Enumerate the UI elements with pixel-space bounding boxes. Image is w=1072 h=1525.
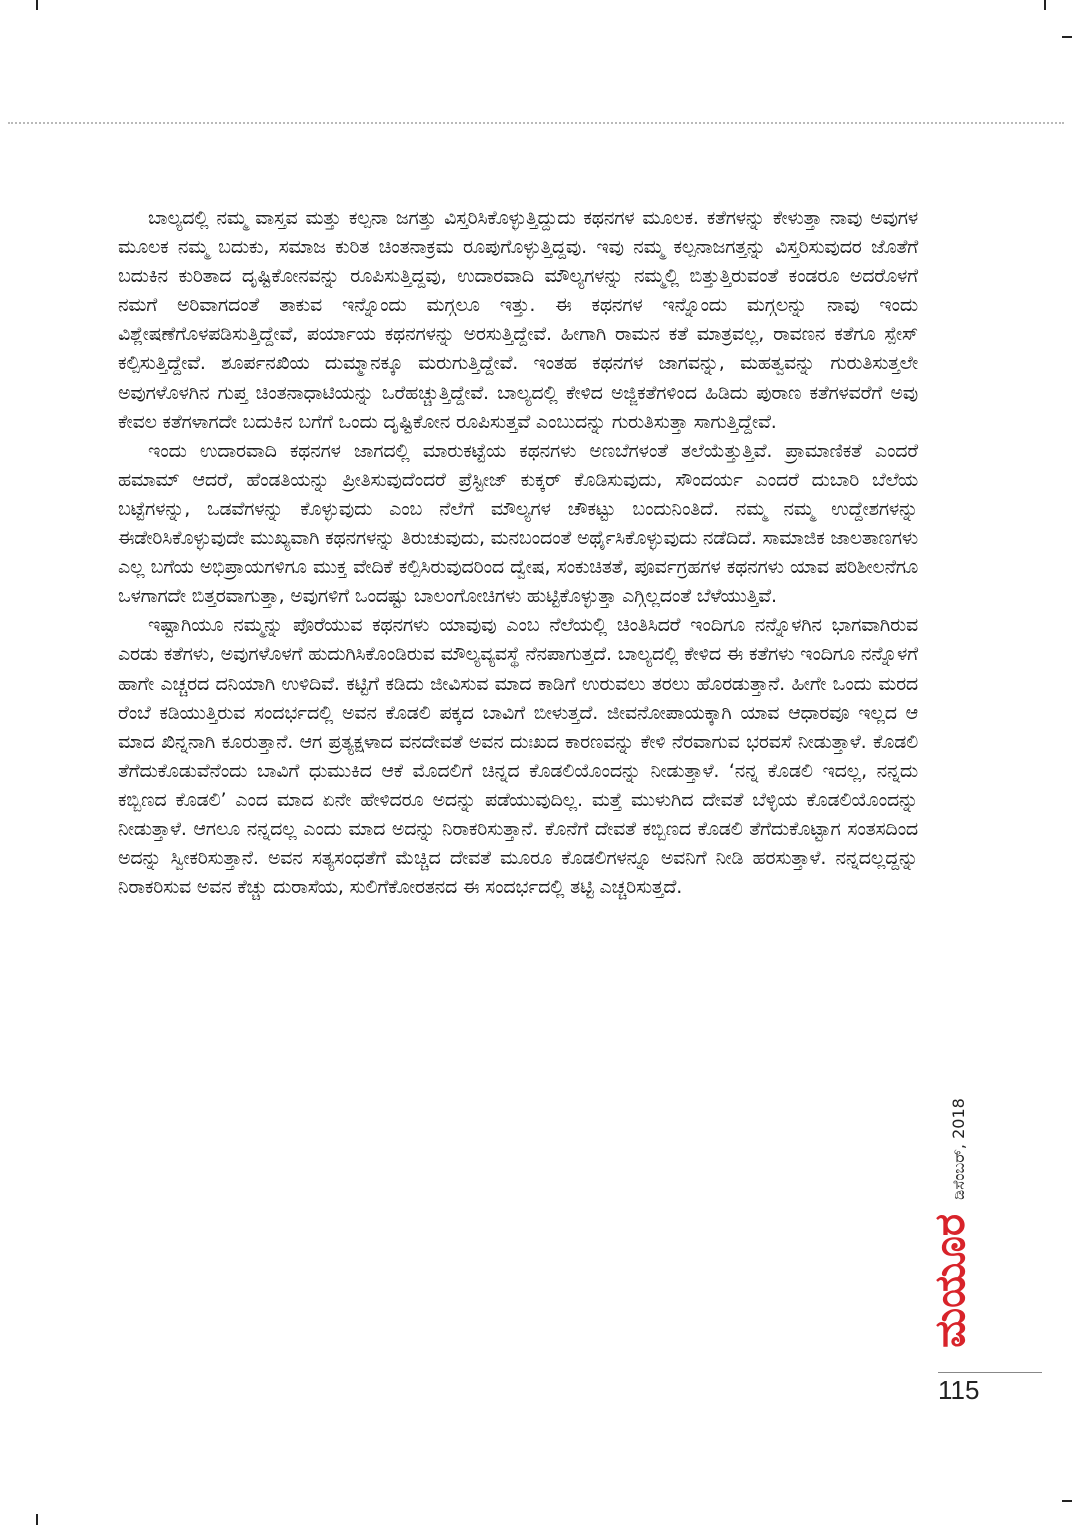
crop-mark-right-top xyxy=(1062,36,1072,38)
side-masthead xyxy=(926,1080,974,1365)
magazine-logo: ಮಯೂರ xyxy=(925,1213,974,1348)
paragraph-3: ಇಷ್ಟಾಗಿಯೂ ನಮ್ಮನ್ನು ಪೊರೆಯುವ ಕಥನಗಳು ಯಾವುವು ಎಂಬ ನೆಲೆಯಲ್ಲಿ ಚಿಂತಿಸಿದರೆ ಇಂದಿಗೂ ನನ್ನೊಳಗಿನ ಭಾಗವಾಗಿರುವ ಎರಡು ಕತೆಗಳು, ಅವುಗಳೊಳಗೆ ಹುದುಗಿಸಿಕೊಂಡಿರುವ ಮೌಲ್ಯವ್ಯವಸ್ಥೆ ನೆನಪಾಗುತ್ತದೆ. ಬಾಲ್ಯದಲ್ಲಿ ಕೇಳಿದ ಈ ಕತೆಗಳು ಇಂದಿಗೂ ನನ್ನೊಳಗೆ ಹಾಗೇ ಎಚ್ಚರದ ದನಿಯಾಗಿ ಉಳಿದಿವೆ. ಕಟ್ಟಿಗೆ ಕಡಿದು ಜೀವಿಸುವ ಮಾದ ಕಾಡಿಗೆ ಉರುವಲು ತರಲು ಹೊರಡುತ್ತಾನೆ. ಹೀಗೇ ಒಂದು ಮರದ ರೆಂಬೆ ಕಡಿಯುತ್ತಿರುವ ಸಂದರ್ಭದಲ್ಲಿ ಅವನ ಕೊಡಲಿ ಪಕ್ಕದ ಬಾವಿಗೆ ಬೀಳುತ್ತದೆ. ಜೀವನೋಪಾಯಕ್ಕಾಗಿ ಯಾವ ಆಧಾರವೂ ಇಲ್ಲದ ಆ ಮಾದ ಖಿನ್ನನಾಗಿ ಕೂರುತ್ತಾನೆ. ಆಗ ಪ್ರತ್ಯಕ್ಷಳಾದ ವನದೇವತೆ ಅವನ ದುಃಖದ ಕಾರಣವನ್ನು ಕೇಳಿ ನೆರವಾಗುವ ಭರವಸೆ ನೀಡುತ್ತಾಳೆ. ಕೊಡಲಿ ತೆಗೆದುಕೊಡುವೆನೆಂದು ಬಾವಿಗೆ ಧುಮುಕಿದ ಆಕೆ ಮೊದಲಿಗೆ ಚಿನ್ನದ ಕೊಡಲಿಯೊಂದನ್ನು ನೀಡುತ್ತಾಳೆ. ‘ನನ್ನ ಕೊಡಲಿ ಇದಲ್ಲ, ನನ್ನದು ಕಬ್ಬಿಣದ ಕೊಡಲಿ’ ಎಂದ ಮಾದ ಏನೇ ಹೇಳಿದರೂ ಅದನ್ನು ಪಡೆಯುವುದಿಲ್ಲ. ಮತ್ತೆ ಮುಳುಗಿದ ದೇವತೆ ಬೆಳ್ಳಿಯ ಕೊಡಲಿಯೊಂದನ್ನು ನೀಡುತ್ತಾಳೆ. ಆಗಲೂ ನನ್ನದಲ್ಲ ಎಂದು ಮಾದ ಅದನ್ನು ನಿರಾಕರಿಸುತ್ತಾನೆ. ಕೊನೆಗೆ ದೇವತೆ ಕಬ್ಬಿಣದ ಕೊಡಲಿ ತೆಗೆದುಕೊಟ್ಟಾಗ ಸಂತಸದಿಂದ ಅದನ್ನು ಸ್ವೀಕರಿಸುತ್ತಾನೆ. ಅವನ ಸತ್ಯಸಂಧತೆಗೆ ಮೆಚ್ಚಿದ ದೇವತೆ ಮೂರೂ ಕೊಡಲಿಗಳನ್ನೂ ಅವನಿಗೆ ನೀಡಿ ಹರಸುತ್ತಾಳೆ. ನನ್ನದಲ್ಲದ್ದನ್ನು ನಿರಾಕರಿಸುವ ಅವನ ಕೆಚ್ಚು ದುರಾಸೆಯ, ಸುಲಿಗೆಕೋರತನದ ಈ ಸಂದರ್ಭದಲ್ಲಿ ತಟ್ಟಿ ಎಚ್ಚರಿಸುತ್ತದೆ. xyxy=(118,614,918,899)
crop-mark-bottom-left xyxy=(36,1514,38,1525)
page-number: 115 xyxy=(938,1372,1042,1406)
paragraph-1: ಬಾಲ್ಯದಲ್ಲಿ ನಮ್ಮ ವಾಸ್ತವ ಮತ್ತು ಕಲ್ಪನಾ ಜಗತ್ತು ವಿಸ್ತರಿಸಿಕೊಳ್ಳುತ್ತಿದ್ದುದು ಕಥನಗಳ ಮೂಲಕ. ಕತೆಗಳನ್ನು ಕೇಳುತ್ತಾ ನಾವು ಅವುಗಳ ಮೂಲಕ ನಮ್ಮ ಬದುಕು, ಸಮಾಜ ಕುರಿತ ಚಿಂತನಾಕ್ರಮ ರೂಪುಗೊಳ್ಳುತ್ತಿದ್ದವು. ಇವು ನಮ್ಮ ಕಲ್ಪನಾಜಗತ್ತನ್ನು ವಿಸ್ತರಿಸುವುದರ ಜೊತೆಗೆ ಬದುಕಿನ ಕುರಿತಾದ ದೃಷ್ಟಿಕೋನವನ್ನು ರೂಪಿಸುತ್ತಿದ್ದವು, ಉದಾರವಾದಿ ಮೌಲ್ಯಗಳನ್ನು ನಮ್ಮಲ್ಲಿ ಬಿತ್ತುತ್ತಿರುವಂತೆ ಕಂಡರೂ ಅದರೊಳಗೆ ನಮಗೆ ಅರಿವಾಗದಂತೆ ತಾಕುವ ಇನ್ನೊಂದು ಮಗ್ಗಲೂ ಇತ್ತು. ಈ ಕಥನಗಳ ಇನ್ನೊಂದು ಮಗ್ಗಲನ್ನು ನಾವು ಇಂದು ವಿಶ್ಲೇಷಣೆಗೊಳಪಡಿಸುತ್ತಿದ್ದೇವೆ, ಪರ್ಯಾಯ ಕಥನಗಳನ್ನು ಅರಸುತ್ತಿದ್ದೇವೆ. ಹೀಗಾಗಿ ರಾಮನ ಕತೆ ಮಾತ್ರವಲ್ಲ, ರಾವಣನ ಕತೆಗೂ ಸ್ಪೇಸ್ ಕಲ್ಪಿಸುತ್ತಿದ್ದೇವೆ. ಶೂರ್ಪನಖಿಯ ದುಮ್ಮಾನಕ್ಕೂ ಮರುಗುತ್ತಿದ್ದೇವೆ. ಇಂತಹ ಕಥನಗಳ ಜಾಗವನ್ನು, ಮಹತ್ವವನ್ನು ಗುರುತಿಸುತ್ತಲೇ ಅವುಗಳೊಳಗಿನ ಗುಪ್ತ ಚಿಂತನಾಧಾಟಿಯನ್ನು ಒರೆಹಚ್ಚುತ್ತಿದ್ದೇವೆ. ಬಾಲ್ಯದಲ್ಲಿ ಕೇಳಿದ ಅಜ್ಜಿಕತೆಗಳಿಂದ ಹಿಡಿದು ಪುರಾಣ ಕತೆಗಳವರೆಗೆ ಅವು ಕೇವಲ ಕತೆಗಳಾಗದೇ ಬದುಕಿನ ಬಗೆಗೆ ಒಂದು ದೃಷ್ಟಿಕೋನ ರೂಪಿಸುತ್ತವೆ ಎಂಬುದನ್ನು ಗುರುತಿಸುತ್ತಾ ಸಾಗುತ್ತಿದ್ದೇವೆ. xyxy=(118,207,918,433)
issue-date: ಡಿಸೆಂಬರ್, 2018 xyxy=(949,1097,968,1200)
crop-mark-top-left xyxy=(36,0,38,10)
crop-mark-top-right xyxy=(1044,0,1046,10)
crop-mark-right-bottom xyxy=(1062,1500,1072,1502)
paragraph-2: ಇಂದು ಉದಾರವಾದಿ ಕಥನಗಳ ಜಾಗದಲ್ಲಿ ಮಾರುಕಟ್ಟೆಯ ಕಥನಗಳು ಅಣಬೆಗಳಂತೆ ತಲೆಯೆತ್ತುತ್ತಿವೆ. ಪ್ರಾಮಾಣಿಕತೆ ಎಂದರೆ ಹಮಾಮ್ ಆದರೆ, ಹೆಂಡತಿಯನ್ನು ಪ್ರೀತಿಸುವುದೆಂದರೆ ಪ್ರೆಸ್ಟೀಜ್ ಕುಕ್ಕರ್ ಕೊಡಿಸುವುದು, ಸೌಂದರ್ಯ ಎಂದರೆ ದುಬಾರಿ ಬೆಲೆಯ ಬಟ್ಟೆಗಳನ್ನು, ಒಡವೆಗಳನ್ನು ಕೊಳ್ಳುವುದು ಎಂಬ ನೆಲೆಗೆ ಮೌಲ್ಯಗಳ ಚೌಕಟ್ಟು ಬಂದುನಿಂತಿದೆ. ನಮ್ಮ ನಮ್ಮ ಉದ್ದೇಶಗಳನ್ನು ಈಡೇರಿಸಿಕೊಳ್ಳುವುದೇ ಮುಖ್ಯವಾಗಿ ಕಥನಗಳನ್ನು ತಿರುಚುವುದು, ಮನಬಂದಂತೆ ಅರ್ಥೈಸಿಕೊಳ್ಳುವುದು ನಡೆದಿದೆ. ಸಾಮಾಜಿಕ ಜಾಲತಾಣಗಳು ಎಲ್ಲ ಬಗೆಯ ಅಭಿಪ್ರಾಯಗಳಿಗೂ ಮುಕ್ತ ವೇದಿಕೆ ಕಲ್ಪಿಸಿರುವುದರಿಂದ ದ್ವೇಷ, ಸಂಕುಚಿತತೆ, ಪೂರ್ವಗ್ರಹಗಳ ಕಥನಗಳು ಯಾವ ಪರಿಶೀಲನೆಗೂ ಒಳಗಾಗದೇ ಬಿತ್ತರವಾಗುತ್ತಾ, ಅವುಗಳಿಗೆ ಒಂದಷ್ಟು ಬಾಲಂಗೋಚಿಗಳು ಹುಟ್ಟಿಕೊಳ್ಳುತ್ತಾ ಎಗ್ಗಿಲ್ಲದಂತೆ ಬೆಳೆಯುತ್ತಿವೆ. xyxy=(118,439,918,608)
header-dotted-rule xyxy=(8,122,1064,124)
side-masthead-rotated xyxy=(925,1097,974,1348)
article-body xyxy=(118,204,918,902)
